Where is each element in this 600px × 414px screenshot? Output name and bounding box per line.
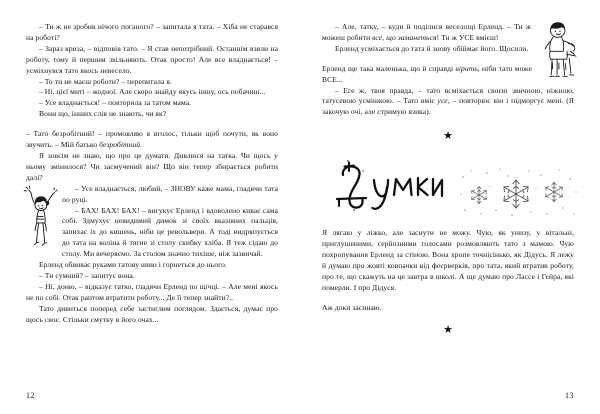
paragraph: – Зараз криза, – відповів тато. – Я став непотрібний. Останнім взяли на роботу, тому й першим звільняють. Отак просто! Але все владнається! – усміхнувся тато якось невесело. — [26, 43, 278, 75]
text-part-1: – Але, татку, – куди й поділися веселощі Ерленд. – Ти ж можеш робити — [322, 22, 532, 42]
paragraph: – Ти ж не зробив нічого поганого? – запитала я тата. – Хіба не старався на роботі? — [26, 22, 278, 42]
paragraph-closing: Тато дивиться поперед себе застиглим поглядом. Здається, думає про щось своє. Стільки смутку в його очах... — [26, 303, 278, 324]
section-heading-row — [322, 162, 574, 224]
italic-word-viryt: вірить — [455, 63, 478, 73]
section-divider-star: ★ — [443, 130, 453, 143]
paragraph: – Ні, цієї миті – жодної. Але скоро знайду якусь іншу, ось побачиш... — [39, 87, 266, 97]
paragraph-thoughts-2: Аж доки засинаю. — [322, 302, 382, 312]
paragraph-dad-smiles — [322, 86, 574, 119]
paragraph-dad-reply: – Ні, доню, – відказує татко, гладячи Ерленд по щічці. – Але мені якось не по собі. Отак раптом втратити роботу... Де її тепер знайти?.. — [26, 281, 278, 302]
girl-with-raised-arms-icon — [22, 186, 58, 252]
text-part-2: , ніби тато може ВСЕ... — [322, 63, 532, 84]
paragraph-bah: – БАХ! БАХ! БАХ! – вигукує Ерленд і вдоволено киває сама собі. Здмухує невидимий димок зі своїх вказівних пальців, запихає їх до кишень, ніби це револьвери. А тоді видряпується до тата на коліна й тягне зі столу скибку хліба. Я теж сідаю до столу. Ми вечеряємо. За столом значно тихіше, ніж зазвичай. — [62, 205, 278, 259]
text-part-2: ! Ти ж УСЕ вмієш! — [436, 32, 499, 42]
page-number-right: 13 — [565, 391, 574, 400]
lead-text-part-2: . — [140, 140, 143, 150]
paragraph-hug: Ерленд обвиває руками татову шию і горнеться до нього. — [39, 260, 227, 270]
right-page-thoughts-closing — [322, 303, 574, 314]
right-page-thoughts-block — [322, 228, 574, 293]
italic-word-use: усе — [437, 96, 448, 106]
page-right — [300, 0, 600, 414]
handwritten-heading-dumky-icon — [328, 158, 460, 222]
italic-phrase-vse-scho-zavhodno: все, що заманеться — [372, 32, 437, 42]
paragraph: – То ти не маєш роботи? – перепитала я. — [39, 76, 172, 86]
paragraph-erlend-hug: Ерленд усміхається до тата й знову обіймає його. Щосили. — [335, 43, 529, 53]
section-divider-star-bottom: ★ — [443, 323, 453, 336]
text-part-1: Ерленд ще така маленька, що й справді — [322, 63, 456, 73]
paragraph-unemployed-lead — [26, 129, 278, 151]
left-page-text-block-3 — [26, 184, 278, 326]
paragraph-sad-question: – Ти сумний? – запитує вона. — [39, 270, 135, 280]
paragraph: Я зовсім не знаю, що про це думати. Дивлюся на татка. Чи щось у ньому змінилося? Чи засмучений він? Що він тепер збирається робити далі? — [26, 150, 278, 182]
paragraph-mama: – Усе владнається, любий, – ЗНОВУ каже мама, гладячи тата по руці. — [62, 183, 278, 204]
snowflakes-decoration-icon — [456, 164, 578, 222]
text-part-1: – Еге ж, твоя правда, – тато всміхається своєю звичною, ніжною, татусевою усмішкою. – Тато вміє — [322, 85, 574, 106]
paragraph-thoughts-1: Я лягаю у ліжко, але заснути не можу. Чую, як унизу, у вітальні, приглушеними, серйозними голосами розмовляють тато з мамою. Чую похропування Ерленд за стіною. Вона хропе точнісінько, як Дідусь. Я лежу й думаю про жовті ковпачки від феєрверків, про тата, який втратив роботу, про те, що скажуть на це завтра в школі. А ще думаю про Лассе і Гейра, які померли. І про Дідуся. — [322, 228, 574, 292]
italic-word-bezrobitnyi: безробітний — [99, 140, 141, 150]
left-page-text-block-2 — [26, 129, 278, 184]
father-sitting-with-child-icon — [532, 20, 580, 82]
right-page-text-block-1 — [322, 22, 574, 55]
lead-text-part-1: – Тато безробітний! – промовляю я вголос, тільки щоб почути, як воно звучить. – Мій батько — [26, 129, 278, 150]
left-page-text-block-1 — [26, 22, 278, 120]
page-number-left: 12 — [26, 391, 35, 400]
paragraph: Вони що, інших слів не знають, чи як? — [39, 109, 167, 119]
paragraph: – Усе владнається! – повторила за татом мама. — [39, 98, 192, 108]
text-part-2: , – повторює він і підморгує мені. (Я закочую очі, але стримую язика). — [322, 96, 574, 117]
